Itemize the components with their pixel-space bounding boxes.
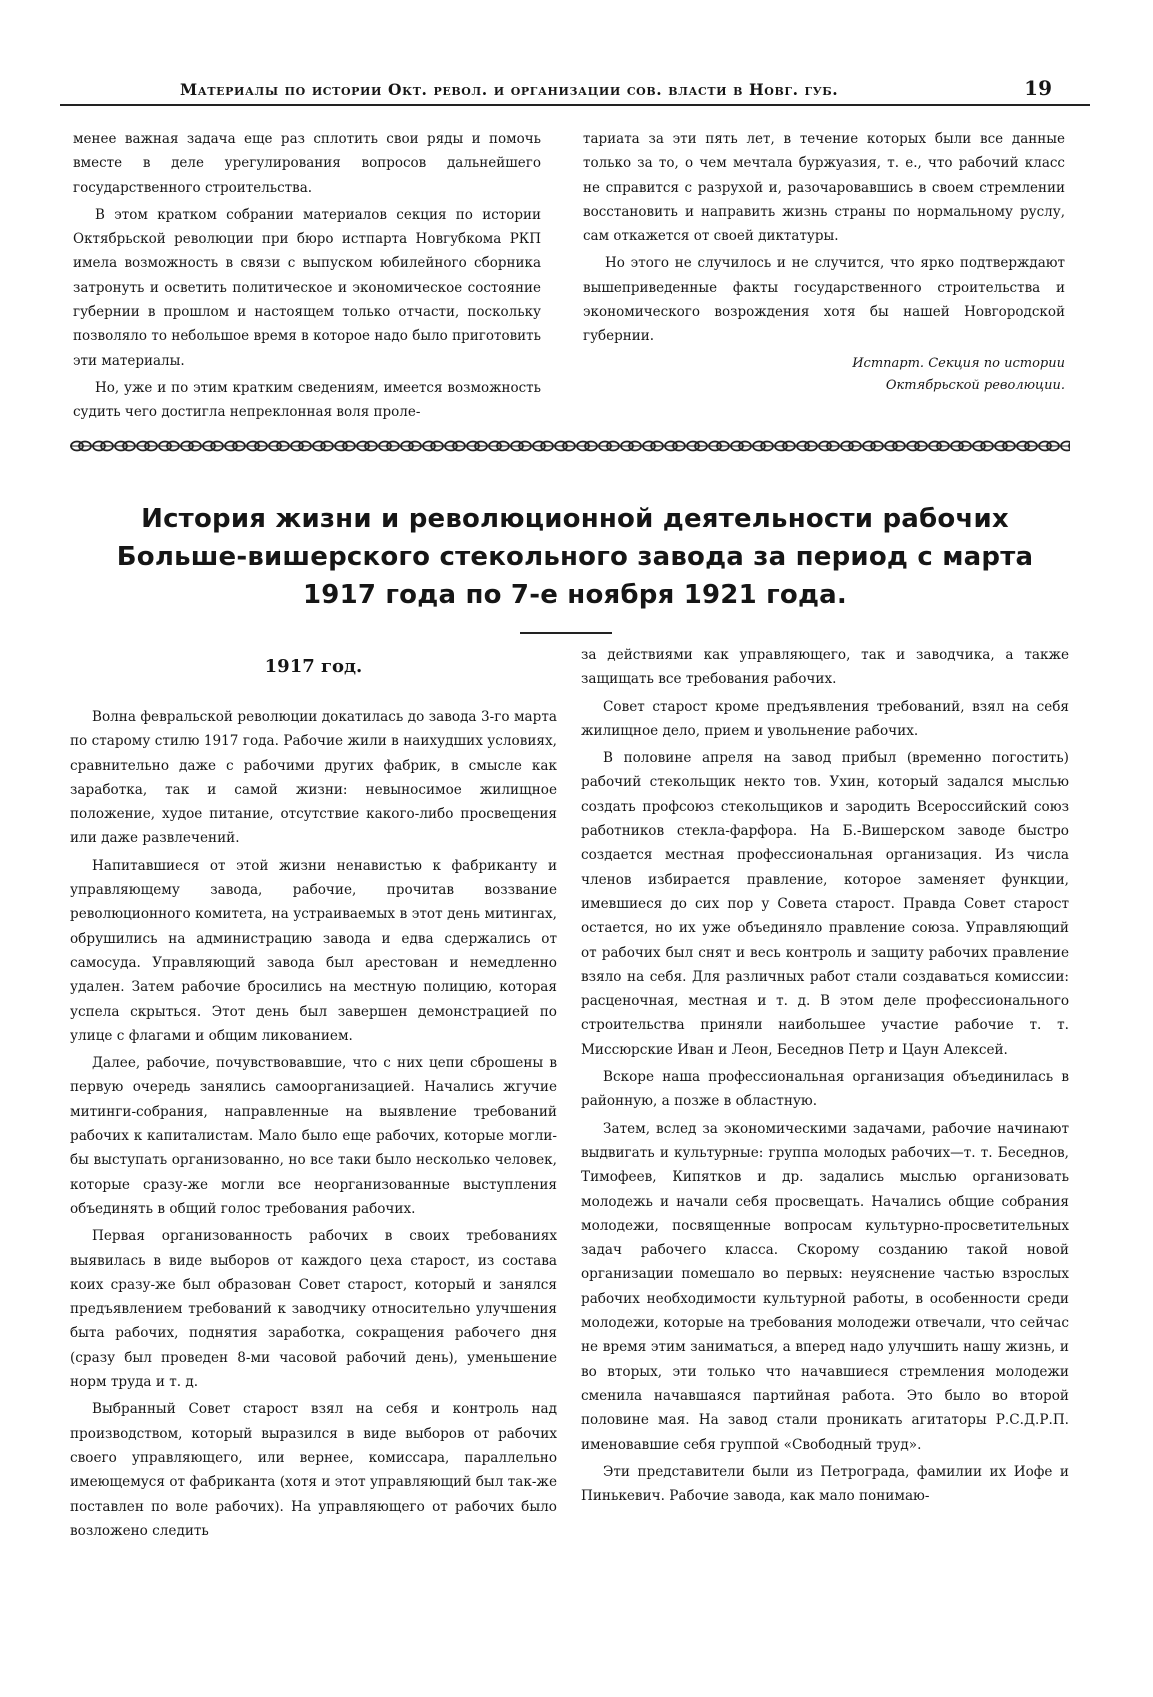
paragraph: Первая организованность рабочих в своих требованиях выявилась в виде выборов от каждого цеха старост, из состава коих сразу-же был образован Совет старост, который и занялся предъявлением требований к заводчику относительно улучшения быта рабочих, поднятия заработка, сокращения рабочего дня (сразу был проведен 8-ми часовой рабочий день), уменьшение норм труда и т. д. <box>70 1228 557 1391</box>
paragraph: Затем, вслед за экономическими задачами, рабочие начинают выдвигать и культурные: группа молодых рабочих—т. т. Беседнов, Тимофеев, Кипятков и др. задались мыслью организовать молодежь и начали себя просвещать. Начались общие собрания молодежи, посвященные вопросам культурно-просветительных задач рабочего класса. Скорому созданию такой новой организации помешало во первых: неуяснение частью взрослых рабочих необходимости культурной работы, в особенности среди молодежи, которые на требования молодежи отвечали, что сейчас не время этим заниматься, а вперед надо улучшить нашу жизнь, и во вторых, эти только что начавшиеся стремления молодежи сменила начавшаяся партийная работа. Это было во второй половине мая. На завод стали проникать агитаторы Р.С.Д.Р.П. именовавшие себя группой «Свободный труд». <box>581 1120 1069 1453</box>
paragraph: В этом кратком собрании материалов секция по истории Октябрьской революции при бюро истпарта Новгубкома РКП имела возможность в связи с выпуском юбилейного сборника затронуть и осветить политическое и экономическое состояние губернии в прошлом и настоящем только отчасти, поскольку позволяло то небольшое время в которое надо было приготовить эти материалы. <box>73 206 541 369</box>
article-column-right <box>581 643 1069 1511</box>
article-column-left <box>70 643 557 1546</box>
signature <box>583 353 1065 397</box>
paragraph: Но этого не случилось и не случится, что ярко подтверждают вышеприведенные факты государственного строительства и экономического возрождения хотя бы нашей Новгородской губернии. <box>583 255 1065 345</box>
paragraph: Далее, рабочие, почувствовавшие, что с них цепи сброшены в первую очередь занялись самоорганизацией. Начались жгучие митинги-собрания, направленные на выявление требований рабочих к капиталистам. Мало было еще рабочих, которые могли-бы выступать организованно, но все таки было несколько человек, которые сразу-же могли все неорганизованные выступления объединять в общий голос требования рабочих. <box>70 1055 557 1217</box>
running-header <box>60 72 1090 106</box>
paragraph: Вскоре наша профессиональная организация объединилась в районную, а позже в областную. <box>581 1069 1069 1110</box>
signature-line: Истпарт. Секция по истории <box>852 355 1065 371</box>
paragraph: Но, уже и по этим кратким сведениям, имеется возможность судить чего достигла непреклонная воля проле- <box>73 379 541 421</box>
paragraph: Волна февральской революции докатилась до завода 3-го марта по старому стилю 1917 года. Рабочие жили в наихудших условиях, сравнительно даже с рабочими других фабрик, в смысле как заработка, так и самой жизни: невыносимое жилищное положение, худое питание, отсутствие какого-либо просвещения или даже развлечений. <box>70 709 557 847</box>
article-title: История жизни и революционной деятельности рабочих Больше-вишерского стекольного завода за период с марта 1917 года по 7-е ноября 1921 года. <box>116 504 1034 610</box>
paragraph: Напитавшиеся от этой жизни ненавистью к фабриканту и управляющему завода, рабочие, прочитав воззвание революционного комитета, на устраиваемых в этот день митингах, обрушились на администрацию завода и едва сдержались от самосуда. Управляющий завода был арестован и немедленно удален. Затем рабочие бросились на местную полицию, которая успела скрыться. Этот день был завершен демонстрацией по улице с флагами и общим ликованием. <box>70 857 557 1044</box>
signature-line: Октябрьской революции. <box>885 377 1065 393</box>
intro-column-right <box>583 127 1065 397</box>
paragraph: за действиями как управляющего, так и заводчика, а также защищать все требования рабочих. <box>581 647 1069 688</box>
paragraph: менее важная задача еще раз сплотить свои ряды и помочь вместе в деле урегулирования вопросов дальнейшего государственного строительства. <box>73 131 541 196</box>
paragraph: Выбранный Совет старост взял на себя и контроль над производством, который выразился в виде выборов от рабочих своего управляющего, или вернее, комиссара, параллельно имеющемуся от фабриканта (хотя и этот управляющий был так-же поставлен по воле рабочих). На управляющего от рабочих было возложено следить <box>70 1401 557 1539</box>
ornamental-divider <box>70 437 1070 455</box>
paragraph: В половине апреля на завод прибыл (временно погостить) рабочий стекольщик некто тов. Ухин, который задался мыслью создать профсоюз стекольщиков и зародить Всероссийский союз работников стекла-фарфора. На Б.-Вишерском заводе быстро создается местная профессиональная организация. Из числа членов избирается правление, которое заменяет функции, имевшиеся до сих пор у Совета старост. Правда Совет старост остается, но их уже объединяло правление союза. Управляющий от рабочих был снят и весь контроль и защиту рабочих правление взяло на себя. Для различных работ стали создаваться комиссии: расценочная, местная и т. д. В этом деле профессионального строительства приняли наибольшее участие рабочие т. т. Миссюрские Иван и Леон, Беседнов Петр и Цаун Алексей. <box>581 750 1069 1058</box>
paragraph: Эти представители были из Петрограда, фамилии их Иофе и Пинькевич. Рабочие завода, как мало понимаю- <box>581 1463 1069 1505</box>
intro-column-left <box>73 127 541 428</box>
page-number: 19 <box>1024 76 1052 100</box>
running-title: Материалы по истории Окт. револ. и организации сов. власти в Новг. губ. <box>180 80 839 99</box>
title-rule <box>520 632 612 634</box>
year-heading: 1917 год. <box>264 656 363 677</box>
paragraph: Совет старост кроме предъявления требований, взял на себя жилищное дело, прием и увольнение рабочих. <box>581 698 1069 739</box>
paragraph: тариата за эти пять лет, в течение которых были все данные только за то, о чем мечтала буржуазия, т. е., что рабочий класс не справится с разрухой и, разочаровавшись в своем стремлении восстановить и направить жизнь страны по нормальному руслу, сам откажется от своей диктатуры. <box>583 131 1065 245</box>
